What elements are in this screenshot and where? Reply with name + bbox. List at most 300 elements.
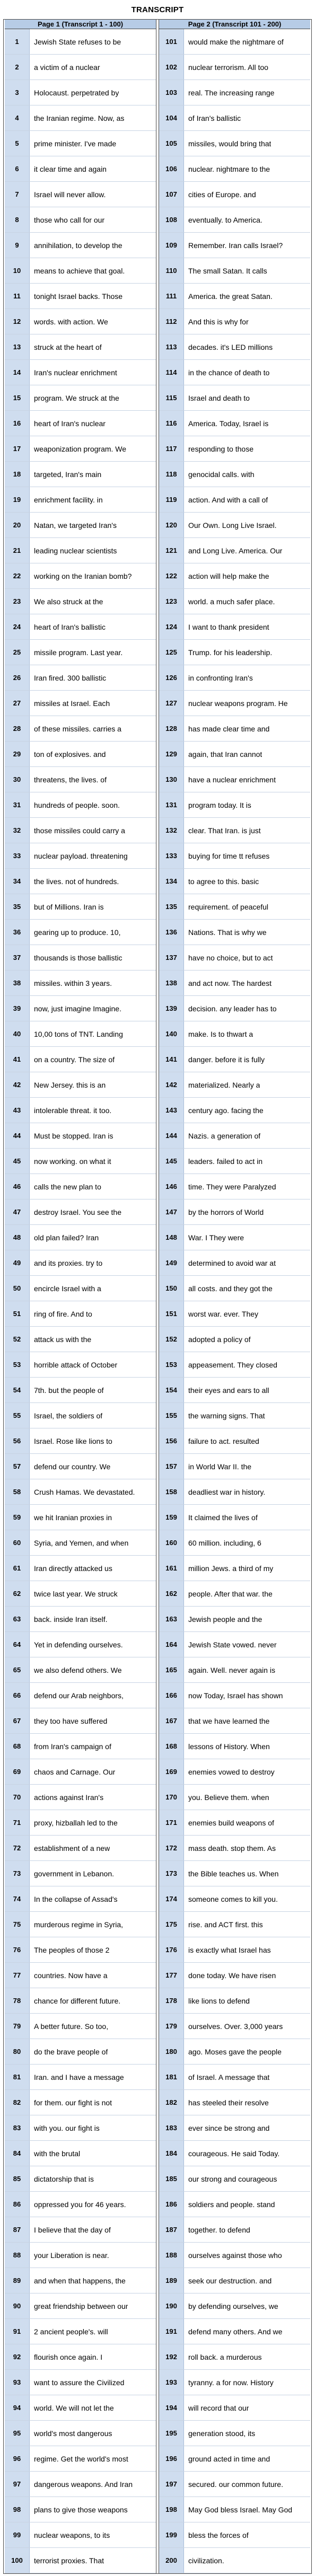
transcript-row: [5, 1149, 156, 1174]
line-number: 86: [5, 2192, 30, 2217]
transcript-row: [5, 1327, 156, 1352]
line-text: Nations. That is why we: [188, 928, 267, 937]
transcript-row: [159, 2293, 310, 2319]
transcript-row: [5, 1454, 156, 1479]
line-text: deadliest war in history.: [188, 1487, 266, 1496]
line-text: 7th. but the people of: [34, 1386, 104, 1395]
line-number: 162: [159, 1581, 184, 1606]
line-text: actions against Iran's: [34, 1793, 104, 1802]
line-text: nuclear payload. threatening: [34, 851, 128, 860]
line-number: 128: [159, 716, 184, 741]
line-text: of Iran's ballistic: [188, 113, 241, 122]
line-number: 132: [159, 818, 184, 843]
transcript-row: [5, 1428, 156, 1454]
transcript-row: [5, 2014, 156, 2039]
line-number: 199: [159, 2522, 184, 2547]
line-text: have no choice, but to act: [188, 953, 273, 962]
transcript-row: [5, 258, 156, 284]
transcript-row: [5, 1912, 156, 1937]
transcript-row: [159, 538, 310, 563]
line-number: 145: [159, 1149, 184, 1174]
line-text: worst war. ever. They: [188, 1309, 259, 1318]
line-text: we also defend others. We: [34, 1665, 122, 1674]
line-number: 89: [5, 2268, 30, 2293]
line-text: Nazis. a generation of: [188, 1131, 261, 1140]
line-number: 94: [5, 2395, 30, 2420]
line-text: dangerous weapons. And Iran: [34, 2480, 133, 2489]
line-text: eventually. to America.: [188, 215, 262, 224]
line-number: 62: [5, 1581, 30, 1606]
line-number: 24: [5, 614, 30, 639]
transcript-row: [5, 1098, 156, 1123]
line-text: tonight Israel backs. Those: [34, 292, 123, 301]
line-text: tyranny. a for now. History: [188, 2378, 274, 2387]
line-number: 178: [159, 1988, 184, 2013]
line-number: 165: [159, 1657, 184, 1682]
line-text: appeasement. They closed: [188, 1360, 277, 1369]
line-text: make. Is to thwart a: [188, 1029, 253, 1038]
transcript-row: [5, 1963, 156, 1988]
transcript-row: [159, 156, 310, 182]
transcript-row: [159, 843, 310, 869]
line-number: 74: [5, 1886, 30, 1911]
line-number: 186: [159, 2192, 184, 2217]
line-text: the Iranian regime. Now, as: [34, 113, 125, 122]
line-text: hundreds of people. soon.: [34, 800, 120, 809]
transcript-row: [159, 2344, 310, 2370]
line-text: now, just imagine Imagine.: [34, 1004, 121, 1013]
line-text: by defending ourselves, we: [188, 2301, 278, 2310]
line-number: 20: [5, 513, 30, 537]
line-text: I believe that the day of: [34, 2225, 111, 2234]
line-text: attack us with the: [34, 1335, 92, 1344]
transcript-row: [159, 2014, 310, 2039]
line-text: decision. any leader has to: [188, 1004, 277, 1013]
transcript-row: [159, 1098, 310, 1123]
transcript-row: [5, 1174, 156, 1199]
line-number: 72: [5, 1836, 30, 1860]
transcript-row: [159, 996, 310, 1021]
line-text: back. inside Iran itself.: [34, 1615, 108, 1624]
line-text: targeted, Iran's main: [34, 470, 102, 479]
line-number: 3: [5, 80, 30, 105]
line-text: again, that Iran cannot: [188, 749, 262, 758]
transcript-row: [159, 1123, 310, 1149]
line-text: clear. That Iran. is just: [188, 826, 261, 835]
line-number: 149: [159, 1250, 184, 1275]
line-text: defend many others. And we: [188, 2327, 283, 2336]
transcript-row: [159, 818, 310, 843]
line-number: 188: [159, 2243, 184, 2268]
transcript-row: [5, 2243, 156, 2268]
line-number: 116: [159, 411, 184, 436]
transcript-row: [5, 1225, 156, 1250]
line-text: Trump. for his leadership.: [188, 648, 273, 657]
line-text: for them. our fight is not: [34, 2098, 112, 2107]
line-number: 189: [159, 2268, 184, 2293]
line-text: enrichment facility. in: [34, 495, 103, 504]
transcript-row: [5, 2497, 156, 2522]
line-text: Our Own. Long Live Israel.: [188, 521, 277, 530]
line-text: 60 million. including, 6: [188, 1538, 261, 1547]
line-text: world. We will not let the: [34, 2403, 114, 2412]
line-text: New Jersey. this is an: [34, 1080, 106, 1089]
line-number: 123: [159, 589, 184, 614]
line-number: 109: [159, 233, 184, 258]
line-text: determined to avoid war at: [188, 1258, 276, 1267]
line-text: civilization.: [188, 2556, 224, 2565]
transcript-row: [159, 971, 310, 996]
transcript-row: [159, 207, 310, 233]
transcript-row: [5, 1250, 156, 1276]
line-text: Jewish people and the: [188, 1615, 262, 1624]
line-text: in the chance of death to: [188, 368, 270, 377]
line-number: 190: [159, 2293, 184, 2318]
line-text: Israel, the soldiers of: [34, 1411, 103, 1420]
transcript-row: [5, 360, 156, 385]
transcript-row: [5, 996, 156, 1021]
line-number: 170: [159, 1785, 184, 1810]
transcript-row: [5, 589, 156, 614]
transcript-row: [159, 716, 310, 742]
row-list-right: [159, 29, 310, 2573]
line-text: ton of explosives. and: [34, 749, 106, 758]
transcript-row: [159, 2115, 310, 2141]
line-number: 82: [5, 2090, 30, 2115]
line-text: Jewish State vowed. never: [188, 1640, 277, 1649]
transcript-row: [159, 1556, 310, 1581]
line-number: 18: [5, 462, 30, 487]
line-number: 67: [5, 1708, 30, 1733]
line-number: 144: [159, 1123, 184, 1148]
line-text: with the brutal: [34, 2149, 81, 2158]
line-number: 139: [159, 996, 184, 1021]
line-number: 37: [5, 945, 30, 970]
transcript-row: [5, 1479, 156, 1505]
line-number: 76: [5, 1937, 30, 1962]
transcript-row: [159, 1912, 310, 1937]
line-number: 83: [5, 2115, 30, 2140]
line-number: 141: [159, 1047, 184, 1072]
line-number: 57: [5, 1454, 30, 1479]
line-number: 122: [159, 563, 184, 588]
line-text: soldiers and people. stand: [188, 2200, 275, 2209]
line-text: missile program. Last year.: [34, 648, 123, 657]
line-text: you. Believe them. when: [188, 1793, 269, 1802]
transcript-row: [159, 1021, 310, 1047]
line-number: 176: [159, 1937, 184, 1962]
line-text: now Today, Israel has shown: [188, 1691, 283, 1700]
line-text: Iran directly attacked us: [34, 1564, 112, 1573]
line-text: lessons of History. When: [188, 1742, 270, 1751]
line-text: want to assure the Civilized: [34, 2378, 125, 2387]
line-text: We also struck at the: [34, 597, 103, 606]
transcript-row: [159, 1225, 310, 1250]
line-number: 172: [159, 1836, 184, 1860]
line-text: it clear time and again: [34, 164, 107, 173]
line-text: calls the new plan to: [34, 1182, 101, 1191]
line-text: secured. our common future.: [188, 2480, 283, 2489]
line-number: 171: [159, 1810, 184, 1835]
line-text: murderous regime in Syria,: [34, 1920, 124, 1929]
transcript-row: [159, 233, 310, 258]
transcript-row: [159, 665, 310, 691]
line-text: heart of Iran's nuclear: [34, 419, 106, 428]
transcript-row: [159, 360, 310, 385]
transcript-row: [5, 233, 156, 258]
line-number: 108: [159, 207, 184, 232]
transcript-sheet: [3, 19, 312, 2574]
transcript-row: [5, 843, 156, 869]
line-number: 100: [5, 2548, 30, 2573]
line-text: means to achieve that goal.: [34, 266, 125, 275]
transcript-row: [5, 2319, 156, 2344]
transcript-row: [159, 1581, 310, 1607]
transcript-row: [5, 487, 156, 513]
transcript-row: [159, 2217, 310, 2243]
line-text: together. to defend: [188, 2225, 250, 2234]
transcript-row: [5, 614, 156, 640]
line-number: 113: [159, 334, 184, 359]
line-text: Iran fired. 300 ballistic: [34, 673, 107, 682]
transcript-row: [5, 334, 156, 360]
line-number: 33: [5, 843, 30, 868]
transcript-row: [159, 563, 310, 589]
transcript-row: [159, 589, 310, 614]
line-text: ago. Moses gave the people: [188, 2047, 282, 2056]
line-number: 51: [5, 1301, 30, 1326]
transcript-row: [5, 1937, 156, 1963]
transcript-row: [159, 945, 310, 971]
line-text: thousands is those ballistic: [34, 953, 122, 962]
transcript-row: [5, 462, 156, 487]
transcript-row: [159, 1607, 310, 1632]
transcript-row: [159, 1632, 310, 1657]
transcript-row: [159, 2421, 310, 2446]
transcript-row: [5, 2065, 156, 2090]
line-number: 56: [5, 1428, 30, 1453]
transcript-row: [159, 487, 310, 513]
line-number: 25: [5, 640, 30, 665]
line-text: chance for different future.: [34, 1996, 121, 2005]
line-number: 163: [159, 1607, 184, 1631]
line-text: genocidal calls. with: [188, 470, 255, 479]
line-number: 30: [5, 767, 30, 792]
line-number: 75: [5, 1912, 30, 1937]
line-text: bless the forces of: [188, 2530, 249, 2539]
line-number: 8: [5, 207, 30, 232]
line-text: they too have suffered: [34, 1716, 108, 1725]
line-number: 140: [159, 1021, 184, 1046]
line-number: 151: [159, 1301, 184, 1326]
line-text: working on the Iranian bomb?: [34, 571, 132, 580]
line-text: leading nuclear scientists: [34, 546, 117, 555]
line-text: ourselves against those who: [188, 2251, 282, 2260]
line-text: from Iran's campaign of: [34, 1742, 111, 1751]
transcript-row: [5, 2472, 156, 2497]
line-text: responding to those: [188, 444, 253, 453]
line-number: 71: [5, 1810, 30, 1835]
line-number: 120: [159, 513, 184, 537]
line-number: 22: [5, 563, 30, 588]
line-number: 177: [159, 1963, 184, 1988]
line-text: Yet in defending ourselves.: [34, 1640, 123, 1649]
line-number: 155: [159, 1403, 184, 1428]
transcript-row: [159, 2319, 310, 2344]
transcript-row: [159, 2472, 310, 2497]
transcript-row: [159, 1454, 310, 1479]
transcript-row: [159, 1836, 310, 1861]
line-text: of Israel. A message that: [188, 2072, 270, 2081]
line-number: 200: [159, 2548, 184, 2573]
transcript-row: [5, 80, 156, 105]
line-text: now working. on what it: [34, 1157, 111, 1166]
line-number: 63: [5, 1607, 30, 1631]
line-text: again. Well. never again is: [188, 1665, 275, 1674]
transcript-row: [5, 411, 156, 436]
transcript-row: [159, 1708, 310, 1734]
transcript-row: [159, 2141, 310, 2166]
line-number: 17: [5, 436, 30, 461]
line-number: 107: [159, 182, 184, 207]
line-number: 88: [5, 2243, 30, 2268]
line-number: 137: [159, 945, 184, 970]
transcript-row: [159, 1428, 310, 1454]
line-number: 118: [159, 462, 184, 487]
line-number: 92: [5, 2344, 30, 2369]
transcript-row: [5, 2395, 156, 2421]
transcript-row: [5, 894, 156, 920]
line-number: 125: [159, 640, 184, 665]
line-text: ever since be strong and: [188, 2123, 270, 2132]
line-number: 157: [159, 1454, 184, 1479]
line-number: 14: [5, 360, 30, 385]
transcript-row: [5, 131, 156, 156]
transcript-row: [159, 182, 310, 207]
line-text: nuclear weapons, to its: [34, 2530, 110, 2539]
transcript-row: [5, 742, 156, 767]
line-text: intolerable threat. it too.: [34, 1106, 112, 1115]
line-text: materialized. Nearly a: [188, 1080, 260, 1089]
line-number: 129: [159, 742, 184, 766]
transcript-row: [159, 1327, 310, 1352]
line-number: 126: [159, 665, 184, 690]
transcript-row: [5, 156, 156, 182]
line-text: and its proxies. try to: [34, 1258, 103, 1267]
line-number: 90: [5, 2293, 30, 2318]
transcript-row: [159, 1988, 310, 2014]
line-text: have a nuclear enrichment: [188, 775, 276, 784]
line-number: 197: [159, 2472, 184, 2496]
transcript-row: [159, 436, 310, 462]
transcript-row: [159, 2243, 310, 2268]
line-number: 104: [159, 105, 184, 130]
transcript-row: [5, 640, 156, 665]
line-number: 111: [159, 284, 184, 308]
transcript-row: [159, 1937, 310, 1963]
line-number: 36: [5, 920, 30, 945]
line-text: leaders. failed to act in: [188, 1157, 263, 1166]
transcript-row: [159, 334, 310, 360]
transcript-row: [5, 385, 156, 411]
line-number: 103: [159, 80, 184, 105]
transcript-row: [5, 2293, 156, 2319]
transcript-row: [159, 767, 310, 792]
line-text: flourish once again. I: [34, 2352, 103, 2361]
transcript-row: [5, 1581, 156, 1607]
line-text: America. the great Satan.: [188, 292, 273, 301]
line-text: Israel. Rose like lions to: [34, 1436, 112, 1445]
line-number: 13: [5, 334, 30, 359]
line-text: Must be stopped. Iran is: [34, 1131, 113, 1140]
line-number: 80: [5, 2039, 30, 2064]
line-number: 70: [5, 1785, 30, 1810]
line-number: 84: [5, 2141, 30, 2166]
line-number: 11: [5, 284, 30, 308]
line-text: by the horrors of World: [188, 1207, 264, 1216]
line-number: 185: [159, 2166, 184, 2191]
transcript-row: [5, 182, 156, 207]
line-number: 32: [5, 818, 30, 843]
transcript-row: [5, 1607, 156, 1632]
line-text: we hit Iranian proxies in: [34, 1513, 112, 1522]
line-number: 81: [5, 2065, 30, 2089]
line-text: time. They were Paralyzed: [188, 1182, 276, 1191]
transcript-row: [159, 1734, 310, 1759]
line-number: 166: [159, 1683, 184, 1708]
transcript-row: [159, 1479, 310, 1505]
transcript-row: [5, 1123, 156, 1149]
transcript-row: [5, 2141, 156, 2166]
line-number: 78: [5, 1988, 30, 2013]
transcript-row: [159, 1530, 310, 1556]
line-number: 16: [5, 411, 30, 436]
line-number: 148: [159, 1225, 184, 1250]
line-number: 5: [5, 131, 30, 156]
line-text: decades. it's LED millions: [188, 342, 273, 351]
page-title: TRANSCRIPT: [0, 0, 315, 19]
line-text: defend our country. We: [34, 1462, 111, 1471]
line-number: 48: [5, 1225, 30, 1250]
line-text: their eyes and ears to all: [188, 1386, 269, 1395]
line-text: gearing up to produce. 10,: [34, 928, 121, 937]
line-text: adopted a policy of: [188, 1335, 251, 1344]
transcript-row: [159, 869, 310, 894]
line-text: In the collapse of Assad's: [34, 1894, 118, 1903]
line-text: prime minister. I've made: [34, 139, 117, 148]
line-number: 174: [159, 1886, 184, 1911]
transcript-row: [5, 1988, 156, 2014]
transcript-row: [159, 742, 310, 767]
line-text: our strong and courageous: [188, 2174, 277, 2183]
line-number: 156: [159, 1428, 184, 1453]
transcript-row: [5, 2344, 156, 2370]
line-number: 26: [5, 665, 30, 690]
line-number: 39: [5, 996, 30, 1021]
transcript-row: [159, 1072, 310, 1098]
transcript-row: [5, 29, 156, 55]
line-text: The small Satan. It calls: [188, 266, 267, 275]
transcript-row: [5, 1403, 156, 1428]
line-text: like lions to defend: [188, 1996, 250, 2005]
line-number: 187: [159, 2217, 184, 2242]
line-number: 193: [159, 2370, 184, 2395]
transcript-row: [5, 2039, 156, 2065]
line-number: 60: [5, 1530, 30, 1555]
line-text: Iran's nuclear enrichment: [34, 368, 117, 377]
line-text: world. a much safer place.: [188, 597, 275, 606]
transcript-row: [5, 2370, 156, 2395]
